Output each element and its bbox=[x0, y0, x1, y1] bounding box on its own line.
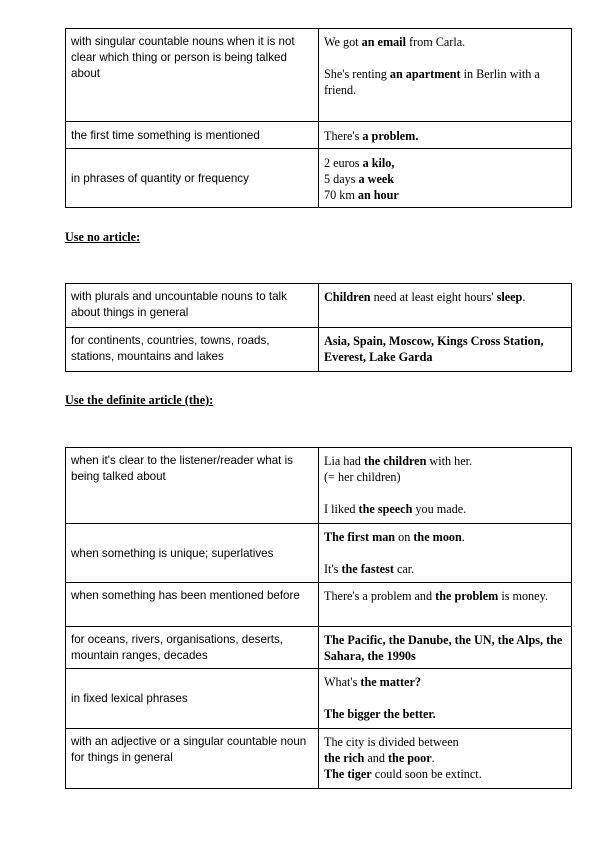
example-line bbox=[324, 561, 566, 577]
section-heading-no-article: Use no article: bbox=[65, 230, 141, 244]
example-bold-text: The bigger the better. bbox=[324, 707, 436, 721]
line-gap bbox=[324, 545, 566, 561]
usage-cell: when something is unique; superlatives bbox=[66, 524, 319, 583]
line-gap bbox=[324, 50, 566, 66]
usage-cell: with an adjective or a singular countable noun for things in general bbox=[66, 729, 319, 789]
example-cell bbox=[319, 583, 572, 627]
example-bold-text: an email bbox=[361, 35, 406, 49]
example-bold-text: a week bbox=[358, 171, 395, 186]
table-row bbox=[66, 284, 572, 328]
example-text: . bbox=[461, 530, 465, 544]
indefinite-article-table bbox=[65, 28, 572, 208]
table-row bbox=[66, 669, 572, 729]
example-bold-text: the rich bbox=[324, 751, 365, 765]
example-line bbox=[324, 501, 566, 517]
usage-cell: when something has been mentioned before bbox=[66, 583, 319, 627]
example-bold-text: Asia, Spain, Moscow, Kings Cross Station, Everest, Lake Garda bbox=[324, 334, 544, 364]
example-text: need at least eight hours' bbox=[370, 290, 497, 304]
section-heading-definite-article: Use the definite article (the): bbox=[65, 393, 214, 407]
example-cell bbox=[319, 627, 572, 669]
example-line bbox=[324, 333, 566, 365]
usage-cell: for oceans, rivers, organisations, deserts, mountain ranges, decades bbox=[66, 627, 319, 669]
usage-cell: with singular countable nouns when it is not clear which thing or person is being talked about bbox=[66, 29, 319, 122]
table-row bbox=[66, 29, 572, 122]
usage-cell: when it's clear to the listener/reader what is being talked about bbox=[66, 448, 319, 524]
example-text: (= her children) bbox=[324, 470, 401, 484]
example-bold-text: The first man bbox=[324, 530, 396, 544]
example-text: from Carla. bbox=[405, 35, 466, 49]
example-text: What's bbox=[324, 675, 361, 689]
example-bold-text: an hour bbox=[357, 187, 399, 202]
example-cell bbox=[319, 448, 572, 524]
definite-article-table bbox=[65, 447, 572, 789]
example-bold-text: Children bbox=[324, 290, 371, 304]
example-line bbox=[324, 453, 566, 469]
example-bold-text: the matter? bbox=[360, 675, 421, 689]
usage-cell: for continents, countries, towns, roads, stations, mountains and lakes bbox=[66, 328, 319, 372]
example-cell bbox=[319, 149, 572, 208]
example-line bbox=[324, 529, 566, 545]
example-cell bbox=[319, 669, 572, 729]
table-row bbox=[66, 448, 572, 524]
no-article-table bbox=[65, 283, 572, 372]
example-line bbox=[324, 706, 566, 722]
table-row bbox=[66, 328, 572, 372]
example-bold-text: a problem. bbox=[362, 128, 419, 143]
example-text: 70 km bbox=[324, 187, 358, 202]
line-gap bbox=[324, 485, 566, 501]
example-bold-text: the speech bbox=[358, 502, 413, 516]
example-bold-text: the fastest bbox=[341, 562, 394, 576]
example-text: There's a problem and bbox=[324, 589, 436, 603]
example-bold-text: sleep bbox=[496, 290, 523, 304]
table-row bbox=[66, 524, 572, 583]
example-text: on bbox=[395, 530, 414, 544]
example-line bbox=[324, 171, 566, 187]
example-text: . bbox=[431, 751, 435, 765]
table-row bbox=[66, 729, 572, 789]
example-text: 2 euros bbox=[324, 155, 363, 170]
table-row bbox=[66, 122, 572, 149]
example-text: in Berlin with a friend. bbox=[324, 67, 540, 97]
table-row bbox=[66, 583, 572, 627]
example-text: you made. bbox=[412, 502, 467, 516]
example-line bbox=[324, 289, 566, 305]
example-line bbox=[324, 632, 566, 664]
table-row bbox=[66, 149, 572, 208]
example-bold-text: The Pacific, the Danube, the UN, the Alps, the Sahara, the 1990s bbox=[324, 633, 563, 663]
example-text: with her. bbox=[426, 454, 473, 468]
example-cell bbox=[319, 284, 572, 328]
example-line bbox=[324, 128, 566, 144]
usage-cell: in fixed lexical phrases bbox=[66, 669, 319, 729]
example-bold-text: the poor bbox=[387, 751, 432, 765]
example-bold-text: a kilo, bbox=[362, 155, 395, 170]
usage-cell: with plurals and uncountable nouns to talk about things in general bbox=[66, 284, 319, 328]
example-line bbox=[324, 750, 566, 766]
example-text: There's bbox=[324, 128, 363, 143]
example-text: I liked bbox=[324, 502, 359, 516]
usage-cell: in phrases of quantity or frequency bbox=[66, 149, 319, 208]
example-bold-text: the problem bbox=[435, 589, 499, 603]
example-line bbox=[324, 155, 566, 171]
example-text: She's renting bbox=[324, 67, 390, 81]
example-text: 5 days bbox=[324, 171, 359, 186]
example-text: It's bbox=[324, 562, 342, 576]
example-line bbox=[324, 187, 566, 203]
example-bold-text: the children bbox=[363, 454, 427, 468]
example-cell bbox=[319, 328, 572, 372]
example-line bbox=[324, 674, 566, 690]
example-line bbox=[324, 469, 566, 485]
example-bold-text: the moon bbox=[413, 530, 462, 544]
example-cell bbox=[319, 524, 572, 583]
example-text: and bbox=[364, 751, 388, 765]
example-line bbox=[324, 766, 566, 782]
example-bold-text: The tiger bbox=[324, 767, 372, 781]
example-text: car. bbox=[393, 562, 415, 576]
example-text: . bbox=[522, 290, 526, 304]
table-row bbox=[66, 627, 572, 669]
example-text: could soon be extinct. bbox=[371, 767, 482, 781]
example-bold-text: an apartment bbox=[389, 67, 461, 81]
example-line bbox=[324, 66, 566, 98]
example-text: The city is divided between bbox=[324, 735, 459, 749]
example-text: is money. bbox=[498, 589, 548, 603]
example-text: We got bbox=[324, 35, 362, 49]
example-line bbox=[324, 734, 566, 750]
example-cell bbox=[319, 122, 572, 149]
example-line bbox=[324, 34, 566, 50]
example-cell bbox=[319, 29, 572, 122]
line-gap bbox=[324, 690, 566, 706]
example-text: Lia had bbox=[324, 454, 364, 468]
example-cell bbox=[319, 729, 572, 789]
usage-cell: the first time something is mentioned bbox=[66, 122, 319, 149]
example-line bbox=[324, 588, 566, 604]
